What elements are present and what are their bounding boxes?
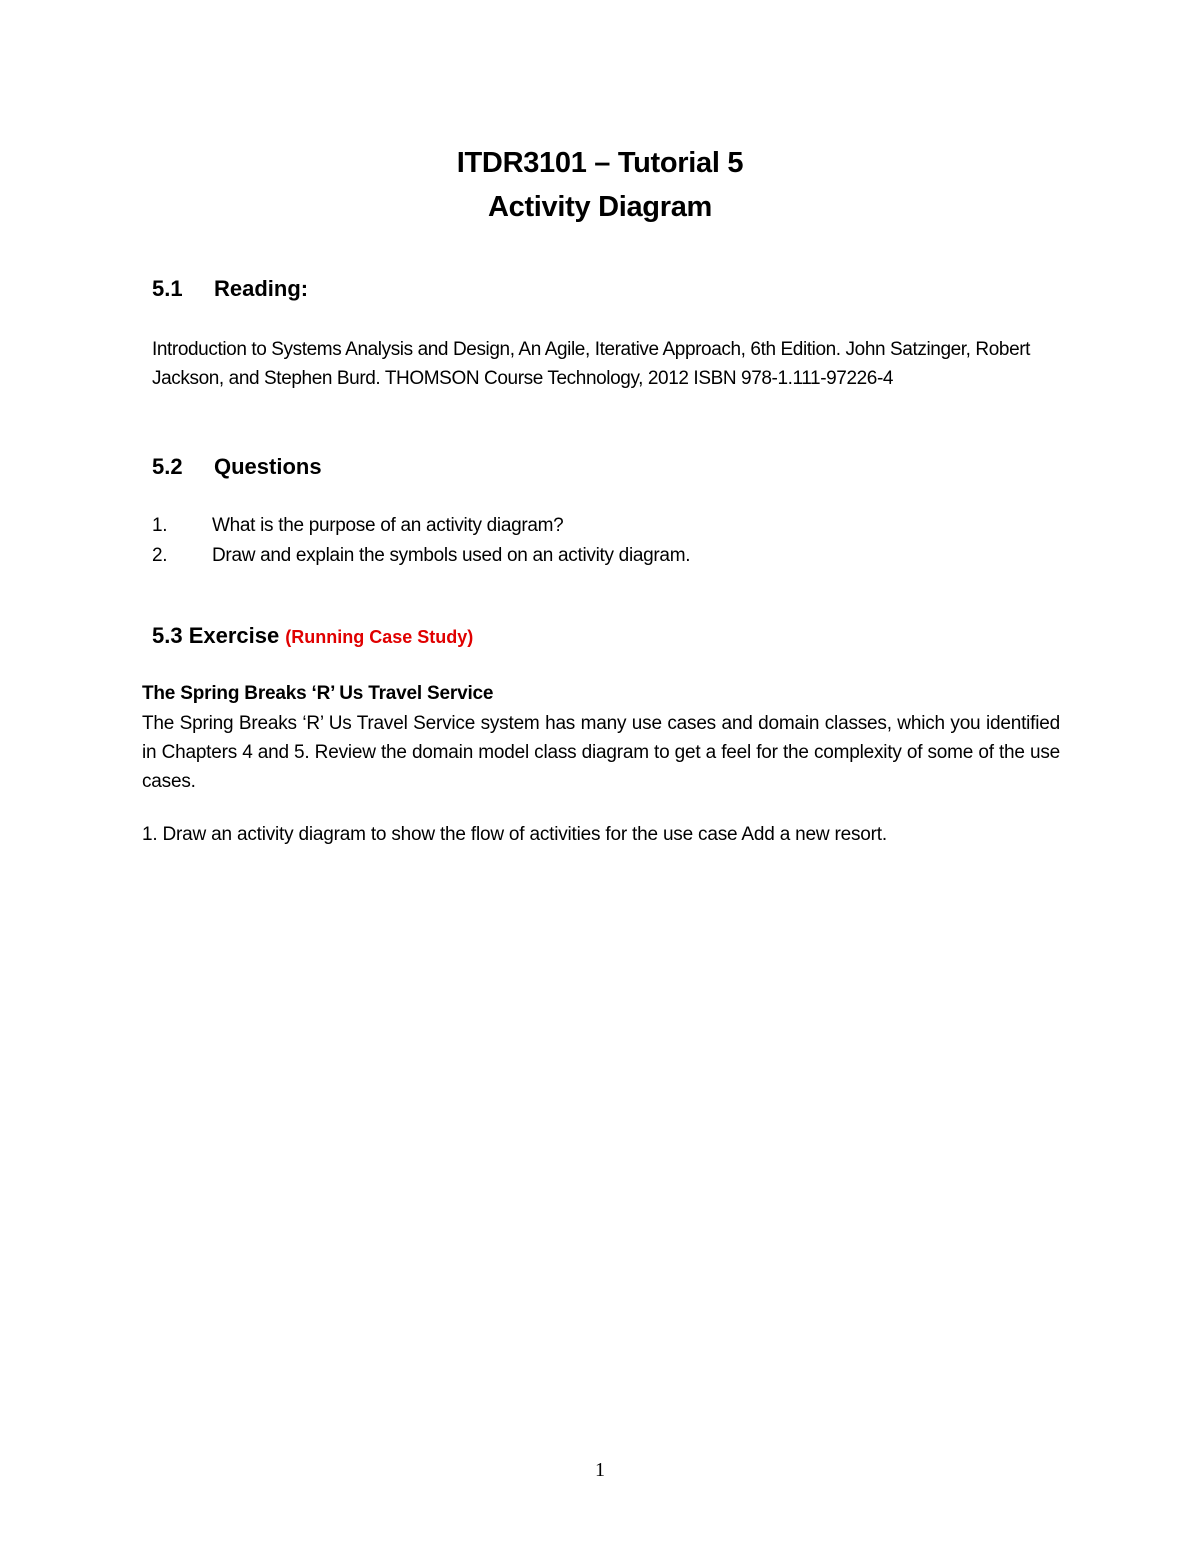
list-item [152, 541, 690, 571]
list-item-text: What is the purpose of an activity diagram? [212, 515, 564, 536]
section-number: 5.2 [152, 454, 183, 479]
section-heading-questions [152, 454, 322, 480]
list-item-number: 2. [152, 545, 168, 566]
section-title: Reading: [214, 276, 309, 301]
section-title: 5.3 Exercise [152, 623, 280, 648]
section-heading-exercise [152, 623, 473, 649]
list-item-text: Draw and explain the symbols used on an activity diagram. [212, 545, 691, 566]
document-subtitle: Activity Diagram [487, 191, 713, 223]
section-title: Questions [214, 454, 322, 479]
case-study-description: The Spring Breaks ‘R’ Us Travel Service system has many use cases and domain classes, which you identified in Chapters 4 and 5. Review the domain model class diagram to get a feel for the complexity of some of the use cases. [142, 713, 1060, 792]
reading-reference: Introduction to Systems Analysis and Design, An Agile, Iterative Approach, 6th Edition. John Satzinger, Robert Jackson, and Stephen Burd. THOMSON Course Technology, 2012 ISBN 978-1.111-97226-4 [152, 339, 1031, 389]
case-study-title: The Spring Breaks ‘R’ Us Travel Service [142, 683, 494, 704]
list-item [152, 511, 690, 541]
section-number: 5.1 [152, 276, 183, 301]
section-heading-reading [152, 276, 308, 302]
running-case-study-tag: (Running Case Study) [285, 627, 474, 647]
document-title: ITDR3101 – Tutorial 5 [456, 147, 744, 179]
page-number: 1 [595, 1459, 605, 1481]
exercise-task: 1. Draw an activity diagram to show the flow of activities for the use case Add a new resort. [142, 824, 887, 845]
questions-list [152, 511, 690, 571]
list-item-number: 1. [152, 515, 168, 536]
